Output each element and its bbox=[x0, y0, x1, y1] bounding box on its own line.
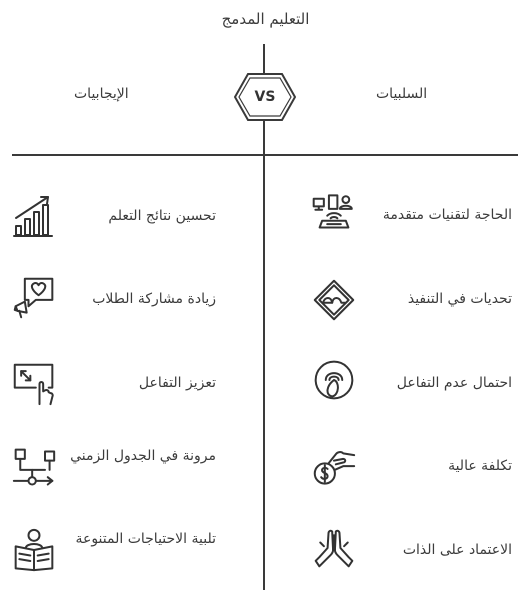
horizontal-divider bbox=[12, 154, 518, 156]
vs-label: VS bbox=[254, 89, 276, 105]
con-item-2-label: تحديات في التنفيذ bbox=[407, 291, 512, 307]
disengaged-face-icon bbox=[312, 358, 356, 402]
touch-screen-hand-icon bbox=[12, 362, 56, 406]
praying-hands-icon bbox=[312, 526, 356, 570]
pro-item-2-label: زيادة مشاركة الطلاب bbox=[92, 291, 216, 307]
bumpy-road-sign-icon bbox=[312, 278, 356, 322]
con-item-5-label: الاعتماد على الذات bbox=[402, 542, 512, 558]
center-divider bbox=[263, 120, 265, 590]
growth-chart-icon bbox=[12, 194, 56, 238]
con-item-1-label: الحاجة لتقنيات متقدمة bbox=[382, 207, 512, 223]
devices-network-icon bbox=[312, 192, 356, 236]
center-divider-top bbox=[263, 44, 265, 74]
pros-heading: الإيجابيات bbox=[74, 86, 129, 102]
heart-speech-megaphone-icon bbox=[12, 276, 56, 320]
hand-dollar-coin-icon bbox=[312, 446, 356, 490]
cons-heading: السلبيات bbox=[376, 86, 428, 102]
pro-item-3-label: تعزيز التفاعل bbox=[138, 375, 216, 391]
pro-item-5-label: تلبية الاحتياجات المتنوعة bbox=[75, 531, 216, 547]
diagram-title: التعليم المدمج bbox=[221, 10, 310, 28]
con-item-3-label: احتمال عدم التفاعل bbox=[396, 375, 512, 391]
con-item-4-label: تكلفة عالية bbox=[448, 458, 512, 474]
flowchart-timeline-icon bbox=[12, 446, 56, 490]
person-reading-book-icon bbox=[12, 528, 56, 572]
pro-item-1-label: تحسين نتائج التعلم bbox=[108, 208, 216, 224]
pro-item-4-label: مرونة في الجدول الزمني bbox=[70, 448, 216, 464]
